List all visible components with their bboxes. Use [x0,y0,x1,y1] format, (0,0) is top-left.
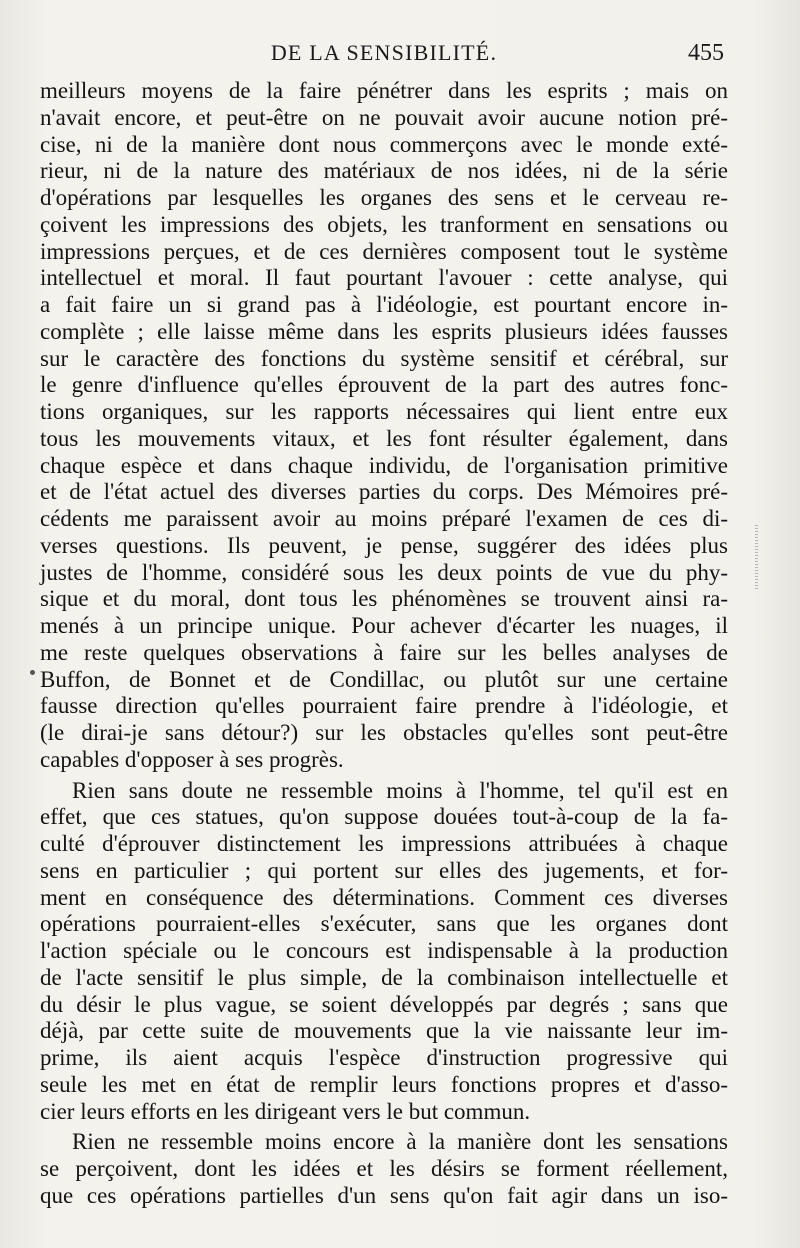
text-line: effet, que ces statues, qu'on suppose douées tout-à-coup de la fa- [40,804,728,830]
text-line: cier leurs efforts en les dirigeant vers le but commun. [40,1098,531,1124]
text-line: se perçoivent, dont les idées et les désirs se forment réellement, [40,1156,728,1181]
text-line: de l'acte sensitif le plus simple, de la combinaison intellectuelle et [40,964,728,990]
paragraph-2 [40,778,728,1126]
text-line: culté d'éprouver distinctement les impressions attribuées à chaque [40,831,728,856]
text-line: çoivent les impressions des objets, les tranforment en sensations ou [40,211,728,237]
text-line: justes de l'homme, considéré sous les deux points de vue du phy- [40,559,728,585]
text-line: tous les mouvements vitaux, et les font résulter également, dans [40,425,728,451]
text-line: fausse direction qu'elles pourraient faire prendre à l'idéologie, et [40,693,728,719]
paragraph-3 [40,1129,728,1209]
text-line: n'avait encore, et peut-être on ne pouvait avoir aucune notion pré- [40,104,728,130]
running-title: DE LA SENSIBILITÉ. [270,40,498,65]
text-line: a fait faire un si grand pas à l'idéologie, est pourtant encore in- [40,292,728,317]
text-line: que ces opérations partielles d'un sens qu'on fait agir dans un iso- [40,1182,728,1208]
text-line: Buffon, de Bonnet et de Condillac, ou plutôt sur une certaine [40,666,728,692]
text-line: prime, ils aient acquis l'espèce d'instruction progressive qui [40,1045,728,1070]
text-line: intellectuel et moral. Il faut pourtant l'avouer : cette analyse, qui [40,265,728,291]
text-line: et de l'état actuel des diverses parties du corps. Des Mémoires pré- [40,479,728,505]
text-line: opérations pourraient-elles s'exécuter, sans que les organes dont [40,911,728,937]
text-line: rieur, ni de la nature des matériaux de nos idées, ni de la série [40,158,728,184]
text-line: (le dirai-je sans détour?) sur les obstacles qu'elles sont peut-être [40,720,728,745]
text-line: cise, ni de la manière dont nous commerçons avec le monde exté- [40,131,728,157]
text-line: verses questions. Ils peuvent, je pense, suggérer des idées plus [40,532,728,558]
text-line: le genre d'influence qu'elles éprouvent de la part des autres fonc- [40,372,728,398]
paragraph-1 [40,78,728,774]
text-line: l'action spéciale ou le concours est indispensable à la production [40,938,728,963]
text-line: Rien ne ressemble moins encore à la manière dont les sensations [72,1129,728,1155]
body-text [40,78,728,1210]
text-line: complète ; elle laisse même dans les esprits plusieurs idées fausses [40,318,728,344]
text-line: cédents me paraissent avoir au moins préparé l'examen de ces di- [40,506,728,531]
text-line: déjà, par cette suite de mouvements que la vie naissante leur im- [40,1018,728,1044]
gutter-mark [755,525,758,590]
page-number: 455 [688,40,724,66]
text-line: sens en particulier ; qui portent sur elles des jugements, et for- [40,857,728,883]
text-line: ment en conséquence des déterminations. Comment ces diverses [40,884,728,910]
ink-speck [30,670,35,675]
text-line: capables d'opposer à ses progrès. [40,746,344,772]
text-line: menés à un principe unique. Pour achever d'écarter les nuages, il [40,613,728,638]
text-line: sur le caractère des fonctions du système sensitif et cérébral, sur [40,345,728,371]
text-line: d'opérations par lesquelles les organes des sens et le cerveau re- [40,185,728,210]
text-line: meilleurs moyens de la faire pénétrer dans les esprits ; mais on [40,78,728,103]
text-line: seule les met en état de remplir leurs fonctions propres et d'asso- [40,1071,728,1097]
running-head [40,36,728,70]
text-line: Rien sans doute ne ressemble moins à l'homme, tel qu'il est en [72,777,728,803]
text-line: chaque espèce et dans chaque individu, de l'organisation primitive [40,452,728,478]
text-line: tions organiques, sur les rapports nécessaires qui lient entre eux [40,399,728,424]
text-line: sique et du moral, dont tous les phénomènes se trouvent ainsi ra- [40,586,728,612]
text-line: me reste quelques observations à faire sur les belles analyses de [40,639,728,665]
text-line: impressions perçues, et de ces dernières composent tout le système [40,238,728,264]
text-line: du désir le plus vague, se soient développés par degrés ; sans que [40,991,728,1017]
